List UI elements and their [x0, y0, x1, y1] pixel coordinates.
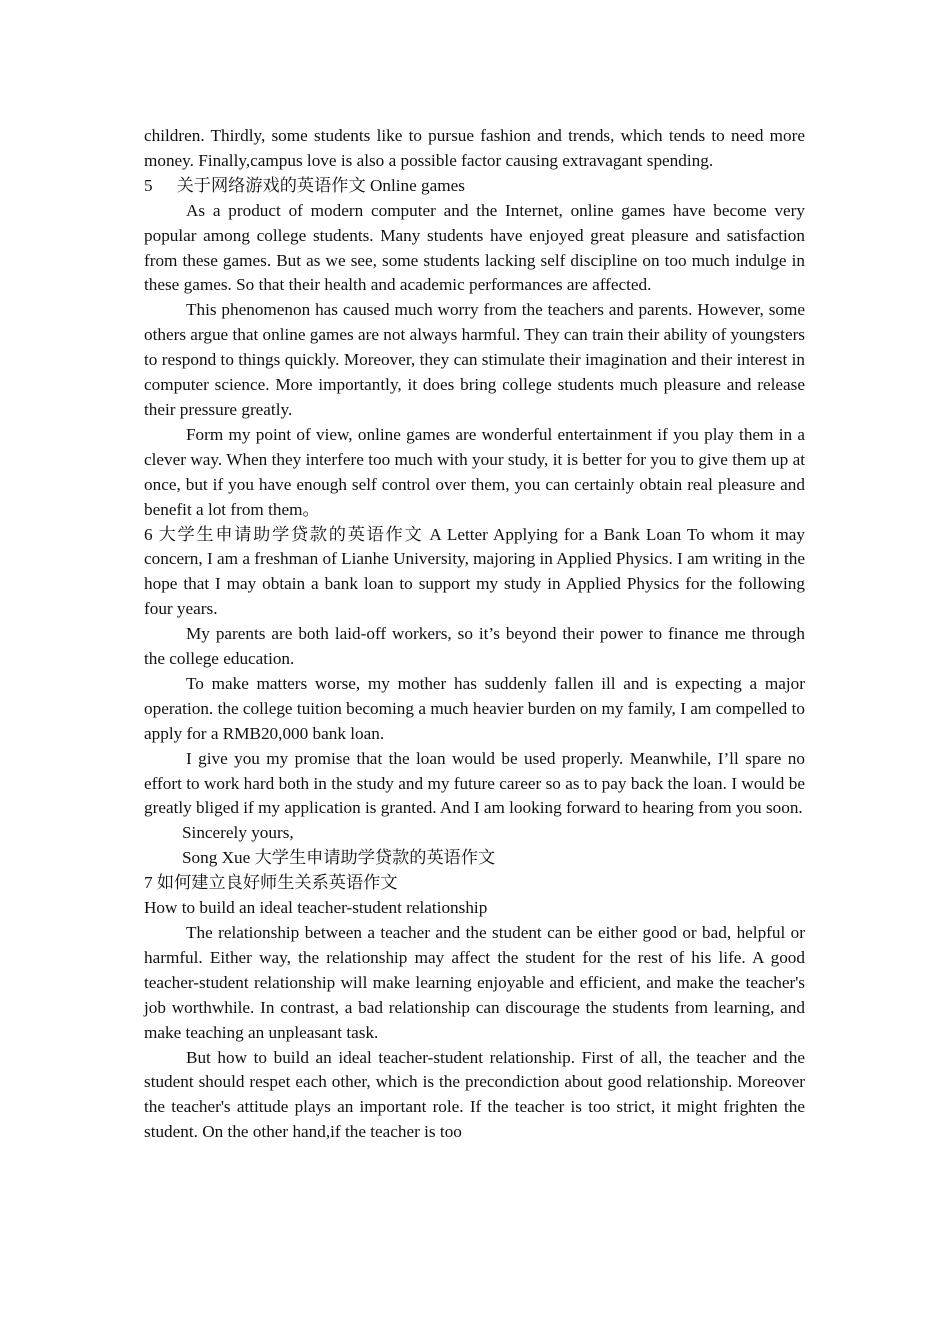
paragraph-teacher-student-1: The relationship between a teacher and the student can be either good or bad, helpful or harmful. Either way, the relationship may affect the student for the rest of his life. A good teacher-student relationship will make learning enjoyable and efficient, and make the teacher's job worthwhile. In contrast, a bad relationship can discourage the students from learning, and make teaching an unpleasant task. — [144, 923, 805, 1042]
paragraph-loan-letter-3: To make matters worse, my mother has suddenly fallen ill and is expecting a major operation. the college tuition becoming a much heavier burden on my family, I am compelled to apply for a RMB20,000 bank loan. — [144, 673, 805, 743]
paragraph-loan-letter-4: I give you my promise that the loan would be used properly. Meanwhile, I’ll spare no effort to work hard both in the study and my future career so as to pay back the loan. I would be greatly bliged if my application is granted. And I am looking forward to hearing from you soon. — [144, 748, 805, 818]
paragraph-online-games-2: This phenomenon has caused much worry from the teachers and parents. However, some others argue that online games are not always harmful. They can train their ability of youngsters to respond to things quickly. Moreover, they can stimulate their imagination and their interest in computer science. More importantly, it does bring college students much pleasure and release their pressure greatly. — [144, 300, 805, 419]
heading-teacher-student: 7 如何建立良好师生关系英语作文 — [144, 873, 398, 893]
document-page — [144, 124, 805, 1145]
paragraph-loan-letter-heading: 6 大学生申请助学贷款的英语作文 A Letter Applying for a Bank Loan To whom it may concern, I am a freshman of Lianhe University, majoring in Applied Physics. I am writing in the hope that I may obtain a bank loan to support my study in Applied Physics for the following four years. — [144, 524, 805, 619]
paragraph-online-games-3: Form my point of view, online games are wonderful entertainment if you play them in a clever way. When they interfere too much with your study, it is better for you to give them up at once, but if you have enough self control over them, you can certainly obtain real pleasure and benefit a lot from them。 — [144, 424, 805, 519]
heading-title: 关于网络游戏的英语作文 Online games — [176, 175, 465, 195]
paragraph-online-games-1: As a product of modern computer and the Internet, online games have become very popular among college students. Many students have enjoyed great pleasure and satisfaction from these games. But as we see, some students lacking self discipline on too much indulge in these games. So that their health and academic performances are affected. — [144, 200, 805, 295]
paragraph-teacher-student-2: But how to build an ideal teacher-student relationship. First of all, the teacher and the student should respet each other, which is the precondiction about good relationship. Moreover the teacher's attitude plays an important role. If the teacher is too strict, it might frighten the student. On the other hand,if the teacher is too — [144, 1047, 805, 1142]
heading-online-games — [144, 174, 805, 199]
subheading-teacher-student: How to build an ideal teacher-student relationship — [144, 898, 488, 918]
paragraph-spending: children. Thirdly, some students like to pursue fashion and trends, which tends to need more money. Finally,campus love is also a possible factor causing extravagant spending. — [144, 126, 805, 170]
letter-signature: Song Xue 大学生申请助学贷款的英语作文 — [182, 848, 496, 868]
heading-number: 5 — [144, 175, 153, 195]
letter-closing: Sincerely yours, — [182, 823, 294, 843]
paragraph-loan-letter-2: My parents are both laid-off workers, so it’s beyond their power to finance me through the college education. — [144, 624, 805, 669]
